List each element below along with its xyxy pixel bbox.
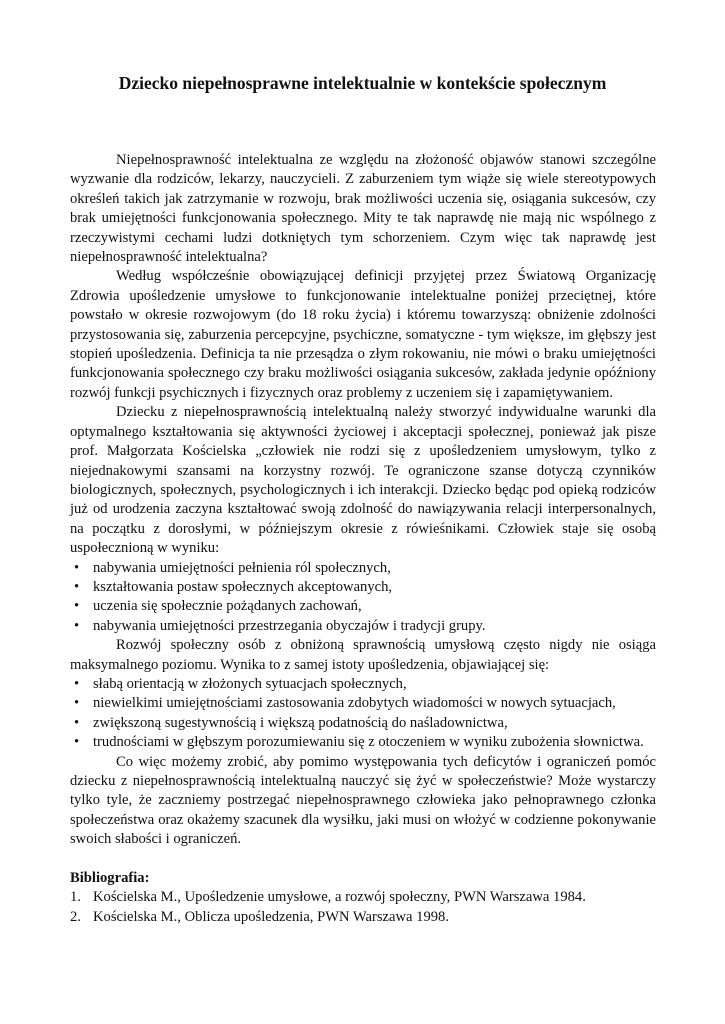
bibliography-number: 2. (70, 908, 81, 925)
bibliography-number: 1. (70, 889, 81, 906)
bibliography-list (70, 888, 656, 927)
paragraph: Co więc możemy zrobić, aby pomimo występowania tych deficytów i ograniczeń pomóc dziecku z niepełnosprawnością intelektualną nauczyć się żyć w społeczeństwie? Może wystarczy tylko tyle, że zaczniemy postrzegać niepełnosprawnego człowieka jako pełnoprawnego członka społeczeństwa oraz okażemy szacunek dla wysiłku, jaki musi on włożyć w codzienne pokonywanie swoich słabości i ograniczeń. (70, 753, 656, 848)
list-item: • kształtowania postaw społecznych akceptowanych, (70, 578, 656, 597)
bibliography-item (70, 888, 656, 907)
list-item: • zwiększoną sugestywnością i większą podatnością do naśladownictwa, (70, 714, 656, 733)
bullet-list-symptoms (70, 675, 656, 753)
paragraph: Rozwój społeczny osób z obniżoną sprawnością umysłową często nigdy nie osiąga maksymalnego poziomu. Wynika to z samej istoty upośledzenia, objawiającej się: (70, 637, 656, 673)
paragraph: Niepełnosprawność intelektualna ze względu na złożoność objawów stanowi szczególne wyzwanie dla rodziców, lekarzy, nauczycieli. Z zaburzeniem tym wiąże się wiele stereotypowych określeń takich jak zatrzymanie w rozwoju, brak możliwości uczenia się, osiągania sukcesów, czy brak umiejętności funkcjonowania społecznego. Mity te tak naprawdę nie mają nic wspólnego z rzeczywistymi cechami ludzi dotkniętych tym schorzeniem. Czym więc tak naprawdę jest niepełnosprawność intelektualna? (70, 152, 656, 266)
document-title: Dziecko niepełnosprawne intelektualnie w kontekście społecznym (118, 73, 607, 93)
list-item: • niewielkimi umiejętnościami zastosowania zdobytych wiadomości w nowych sytuacjach, (70, 694, 656, 713)
paragraph: Dziecku z niepełnosprawnością intelektualną należy stworzyć indywidualne warunki dla optymalnego kształtowania się aktywności życiowej i akceptacji społecznej, ponieważ jak pisze prof. Małgorzata Kościelska „człowiek nie rodzi się z upośledzeniem umysłowym, tylko z niejednakowymi szansami na korzystny rozwój. Te ograniczone szanse dotyczą czynników biologicznych, społecznych, psychologicznych i ich interakcji. Dziecko będąc pod opieką rodziców już od urodzenia zaczyna kształtować swoją zdolność do nawiązywania relacji interpersonalnych, na początku z dorosłymi, w późniejszym okresie z rówieśnikami. Człowiek staje się osobą uspołecznioną w wyniku: (70, 404, 656, 557)
paragraph: Według współcześnie obowiązującej definicji przyjętej przez Światową Organizację Zdrowia upośledzenie umysłowe to funkcjonowanie intelektualne poniżej przeciętnej, które powstało w okresie rozwojowym (do 18 roku życia) i któremu towarzyszą: obniżenie zdolności przystosowania się, zaburzenia percepcyjne, psychiczne, somatyczne - tym większe, im głębszy jest stopień upośledzenia. Definicja ta nie przesądza o złym rokowaniu, nie mówi o braku umiejętności funkcjonowania społecznego czy braku możliwości osiągania sukcesów, zakłada jedynie opóźniony rozwój funkcji psychicznych i fizycznych oraz problemy z uczeniem się i zapamiętywaniem. (70, 268, 656, 401)
list-item: • uczenia się społecznie pożądanych zachowań, (70, 597, 656, 616)
bullet-list-socialization (70, 559, 656, 637)
list-item: • nabywania umiejętności pełnienia ról społecznych, (70, 559, 656, 578)
bibliography-text: Kościelska M., Oblicza upośledzenia, PWN Warszawa 1998. (93, 908, 449, 925)
bibliography-heading: Bibliografia: (70, 870, 150, 887)
list-item: • słabą orientacją w złożonych sytuacjach społecznych, (70, 675, 656, 694)
list-item: • nabywania umiejętności przestrzegania obyczajów i tradycji grupy. (70, 617, 656, 636)
list-item: • trudnościami w głębszym porozumiewaniu się z otoczeniem w wyniku zubożenia słownictwa. (70, 733, 656, 752)
document-body (70, 151, 656, 927)
bibliography-text: Kościelska M., Upośledzenie umysłowe, a rozwój społeczny, PWN Warszawa 1984. (93, 889, 586, 906)
bibliography-item (70, 908, 656, 927)
